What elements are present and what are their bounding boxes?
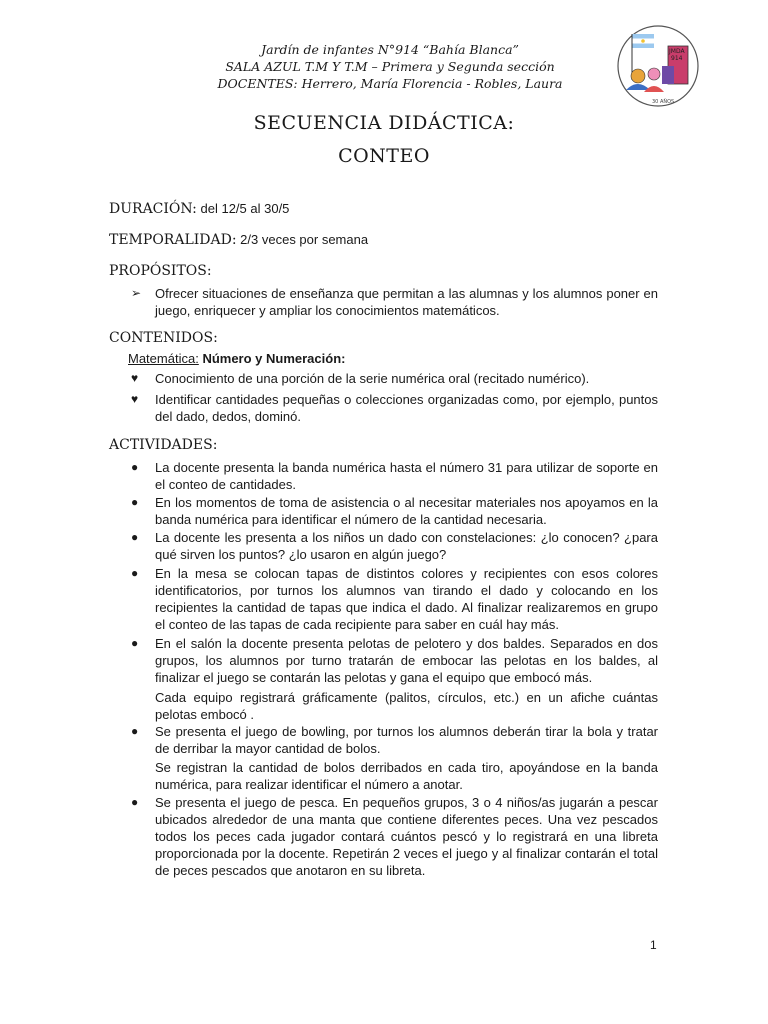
actividad-item: La docente les presenta a los niños un dado con constelaciones: ¿lo conocen? ¿para qué sirven los puntos? ¿lo usaron en algún juego? xyxy=(155,530,658,562)
document-title: SECUENCIA DIDÁCTICA: xyxy=(253,112,515,134)
logo-text-number: 914 xyxy=(671,55,683,62)
heart-bullet-icon: ♥ xyxy=(131,392,139,406)
duracion-field xyxy=(109,201,289,217)
heart-bullet-icon: ♥ xyxy=(131,371,139,385)
actividad-item-continued: Cada equipo registrará gráficamente (palitos, círculos, etc.) en un afiche cuántas pelotas embocó . xyxy=(155,690,658,722)
logo-text-years: 30 AÑOS xyxy=(652,99,675,105)
proposito-item: Ofrecer situaciones de enseñanza que permitan a las alumnas y los alumnos poner en juego, enriquecer y ampliar los conocimientos matemáticos. xyxy=(155,286,658,318)
dot-bullet-icon: ● xyxy=(131,795,139,809)
contenidos-area xyxy=(128,351,345,366)
actividad-item: En la mesa se colocan tapas de distintos colores y recipientes con esos colores identificatorios, por turnos los alumnos van tirando el dado y colocando en los recipientes la cantidad de tapas que indica el dado. Al finalizar realizaremos en grupo el conteo de las tapas de cada recipiente para saber en cuál hay más. xyxy=(155,566,658,632)
school-header xyxy=(200,41,580,92)
topic-label: Número y Numeración: xyxy=(202,351,346,366)
dot-bullet-icon: ● xyxy=(131,724,139,738)
contenido-item: Conocimiento de una porción de la serie numérica oral (recitado numérico). xyxy=(155,371,590,386)
dot-bullet-icon: ● xyxy=(131,495,139,509)
contenidos-heading: CONTENIDOS: xyxy=(109,330,218,346)
arrow-bullet-icon: ➢ xyxy=(131,286,142,300)
propositos-heading: PROPÓSITOS: xyxy=(109,263,212,279)
dot-bullet-icon: ● xyxy=(131,530,139,544)
actividad-item: Se presenta el juego de bowling, por turnos los alumnos deberán tirar la bola y tratar de derribar la mayor cantidad de bolos. xyxy=(155,724,658,756)
actividades-heading: ACTIVIDADES: xyxy=(109,437,218,453)
dot-bullet-icon: ● xyxy=(131,566,139,580)
actividad-item: En los momentos de toma de asistencia o al necesitar materiales nos apoyamos en la banda numérica para identificar el número de la cantidad necesaria. xyxy=(155,495,658,527)
actividad-item: La docente presenta la banda numérica hasta el número 31 para utilizar de soporte en el conteo de cantidades. xyxy=(155,460,658,492)
dot-bullet-icon: ● xyxy=(131,636,139,650)
duracion-label: DURACIÓN: xyxy=(109,201,197,217)
header-line-class: SALA AZUL T.M Y T.M – Primera y Segunda sección xyxy=(225,59,555,74)
actividad-item: En el salón la docente presenta pelotas de pelotero y dos baldes. Separados en dos grupos, los alumnos por turno tratarán de embocar las pelotas en los baldes, al finalizar el juego se contarán las pelotas y gana el equipo que embocó más. xyxy=(155,636,658,685)
logo-text-jmda: JMDA xyxy=(669,48,685,55)
duracion-value: del 12/5 al 30/5 xyxy=(200,201,290,216)
header-line-school: Jardín de infantes N°914 “Bahía Blanca” xyxy=(261,42,519,57)
page-number: 1 xyxy=(650,938,657,952)
actividad-item: Se presenta el juego de pesca. En pequeños grupos, 3 o 4 niños/as jugarán a pescar ubicados alrededor de una manta que contiene diferentes peces. Una vez pescados todos los peces cada jugador contará cuántos pescó y lo registrará en una libreta proporcionada por la docente. Repetirán 2 veces el juego y al finalizar contarán el total de peces pescados que anotaron en su libreta. xyxy=(155,795,658,878)
temporalidad-field xyxy=(109,232,368,248)
dot-bullet-icon: ● xyxy=(131,460,139,474)
temporalidad-label: TEMPORALIDAD: xyxy=(109,232,237,248)
actividad-item-continued: Se registran la cantidad de bolos derribados en cada tiro, apoyándose en la banda numérica, para realizar identificar el número a anotar. xyxy=(155,760,658,792)
area-label: Matemática: xyxy=(128,351,199,366)
temporalidad-value: 2/3 veces por semana xyxy=(240,232,369,247)
contenido-item: Identificar cantidades pequeñas o colecciones organizadas como, por ejemplo, puntos del dado, dedos, dominó. xyxy=(155,392,658,424)
header-line-teachers: DOCENTES: Herrero, María Florencia - Robles, Laura xyxy=(217,76,563,91)
document-subtitle: CONTEO xyxy=(338,145,430,167)
school-logo xyxy=(616,24,700,108)
